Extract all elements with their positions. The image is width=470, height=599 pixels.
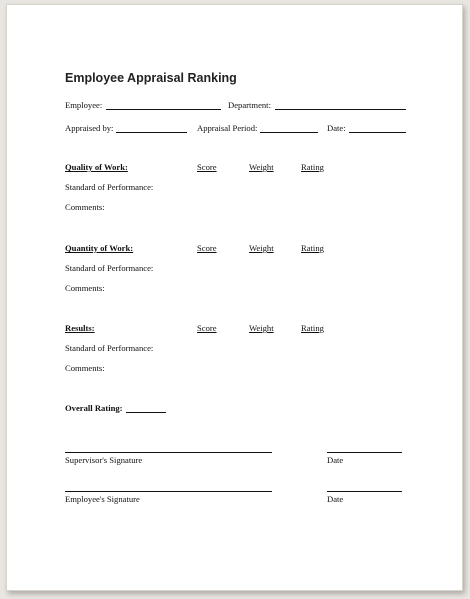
employee-date-line[interactable] (327, 491, 402, 492)
comments-label: Comments: (65, 363, 105, 373)
column-rating: Rating (301, 243, 324, 253)
overall-rating-field[interactable] (126, 412, 166, 413)
appraised-by-field[interactable] (116, 132, 187, 133)
column-score: Score (197, 323, 217, 333)
supervisor-date-line[interactable] (327, 452, 402, 453)
supervisor-signature-line[interactable] (65, 452, 272, 453)
column-rating: Rating (301, 162, 324, 172)
section-heading: Quantity of Work: (65, 243, 134, 253)
appraisal-period-field[interactable] (260, 132, 318, 133)
section-heading: Results: (65, 323, 95, 333)
employee-label: Employee: (65, 100, 103, 110)
supervisor-date-label: Date (327, 455, 344, 465)
column-score: Score (197, 243, 217, 253)
appraisal-period-label: Appraisal Period: (197, 123, 258, 133)
standard-of-performance-label: Standard of Performance: (65, 182, 154, 192)
column-score: Score (197, 162, 217, 172)
column-weight: Weight (249, 243, 274, 253)
comments-label: Comments: (65, 283, 105, 293)
column-weight: Weight (249, 162, 274, 172)
column-weight: Weight (249, 323, 274, 333)
column-rating: Rating (301, 323, 324, 333)
overall-rating-label: Overall Rating: (65, 403, 123, 413)
standard-of-performance-label: Standard of Performance: (65, 263, 154, 273)
standard-of-performance-label: Standard of Performance: (65, 343, 154, 353)
employee-signature-line[interactable] (65, 491, 272, 492)
date-label: Date: (327, 123, 346, 133)
section-heading: Quality of Work: (65, 162, 128, 172)
employee-field[interactable] (106, 109, 221, 110)
document-page (6, 4, 463, 591)
appraised-by-label: Appraised by: (65, 123, 114, 133)
employee-date-label: Date (327, 494, 344, 504)
date-field[interactable] (349, 132, 406, 133)
comments-label: Comments: (65, 202, 105, 212)
department-field[interactable] (275, 109, 406, 110)
department-label: Department: (228, 100, 271, 110)
supervisor-signature-label: Supervisor's Signature (65, 455, 143, 465)
employee-signature-label: Employee's Signature (65, 494, 140, 504)
document-title: Employee Appraisal Ranking (65, 71, 237, 85)
